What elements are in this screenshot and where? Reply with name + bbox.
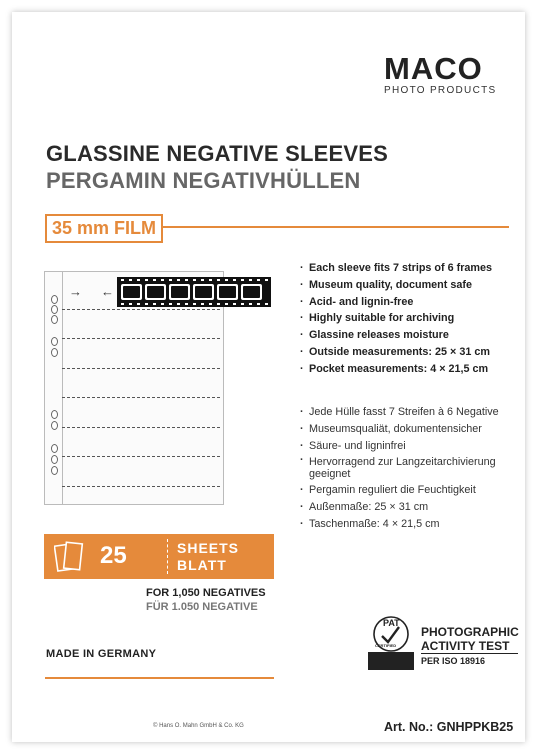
feature-item: · Säure- und ligninfrei	[299, 438, 521, 455]
punch-hole	[51, 315, 58, 324]
pocket-divider	[62, 309, 220, 310]
features-german	[299, 404, 521, 533]
feature-item: · Acid- and lignin-free	[299, 294, 521, 311]
feature-item: · Outside measurements: 25 × 31 cm	[299, 344, 521, 361]
feature-item: · Museum quality, document safe	[299, 277, 521, 294]
banner-separator	[167, 539, 168, 574]
sheets-label-english: SHEETS	[177, 540, 240, 556]
pat-title-line1: PHOTOGRAPHIC	[421, 625, 519, 639]
footer-divider	[45, 677, 274, 679]
punch-hole	[51, 444, 58, 453]
features-english	[299, 260, 521, 378]
feature-item: · Pergamin reguliert die Feuchtigkeit	[299, 482, 521, 499]
pocket-divider	[62, 427, 220, 428]
film-strip-icon	[117, 277, 271, 307]
pocket-divider	[62, 397, 220, 398]
feature-item: · Taschenmaße: 4 × 21,5 cm	[299, 516, 521, 533]
brand-logo	[384, 51, 497, 96]
punch-hole	[51, 410, 58, 419]
brand-name: MACO	[384, 51, 483, 86]
pat-certified-icon	[368, 614, 414, 670]
feature-item: · Jede Hülle fasst 7 Streifen à 6 Negative	[299, 404, 521, 421]
article-number: Art. No.: GNHPPKB25	[384, 720, 514, 734]
punch-hole	[51, 455, 58, 464]
product-label-card	[12, 12, 525, 742]
film-type-label: 35 mm FILM	[45, 214, 163, 243]
pat-badge-bottom: CERTIFIED	[375, 643, 397, 648]
punch-hole	[51, 348, 58, 357]
brand-subtitle: PHOTO PRODUCTS	[384, 85, 497, 96]
sleeve-margin-line	[62, 272, 63, 504]
pat-badge-top: PAT	[383, 618, 400, 628]
punch-hole	[51, 466, 58, 475]
punch-hole	[51, 295, 58, 304]
pocket-divider	[62, 456, 220, 457]
feature-item: · Außenmaße: 25 × 31 cm	[299, 499, 521, 516]
title-german: PERGAMIN NEGATIVHÜLLEN	[46, 168, 361, 193]
pocket-divider	[62, 368, 220, 369]
feature-item: · Pocket measurements: 4 × 21,5 cm	[299, 361, 521, 378]
punch-hole	[51, 305, 58, 314]
title-english: GLASSINE NEGATIVE SLEEVES	[46, 141, 388, 166]
copyright-notice: © Hans O. Mahn GmbH & Co. KG	[153, 723, 244, 729]
punch-hole	[51, 421, 58, 430]
feature-item: · Highly suitable for archiving	[299, 310, 521, 327]
made-in: MADE IN GERMANY	[46, 648, 157, 660]
sheet-count: 25	[100, 542, 127, 569]
feature-item: · Museumsqualiät, dokumentensicher	[299, 421, 521, 438]
pocket-divider	[62, 486, 220, 487]
pocket-divider	[62, 338, 220, 339]
sheets-label-german: BLATT	[177, 557, 227, 573]
arrow-left-icon: ←	[101, 284, 114, 299]
negatives-capacity-english: FOR 1,050 NEGATIVES	[146, 587, 266, 599]
feature-item: · Glassine releases moisture	[299, 327, 521, 344]
punch-hole	[51, 337, 58, 346]
pat-title-line2: ACTIVITY TEST	[421, 639, 510, 653]
negatives-capacity-german: FÜR 1.050 NEGATIVE	[146, 601, 258, 613]
sheet-count-banner	[44, 534, 274, 579]
pat-standard: PER ISO 18916	[421, 656, 486, 666]
pat-divider	[421, 653, 518, 654]
sheet-stack-icon	[54, 540, 84, 573]
feature-item: · Each sleeve fits 7 strips of 6 frames	[299, 260, 521, 277]
feature-item: · Hervorragend zur Langzeitarchivierung geeignet	[299, 454, 521, 482]
arrow-right-icon: →	[69, 284, 82, 299]
